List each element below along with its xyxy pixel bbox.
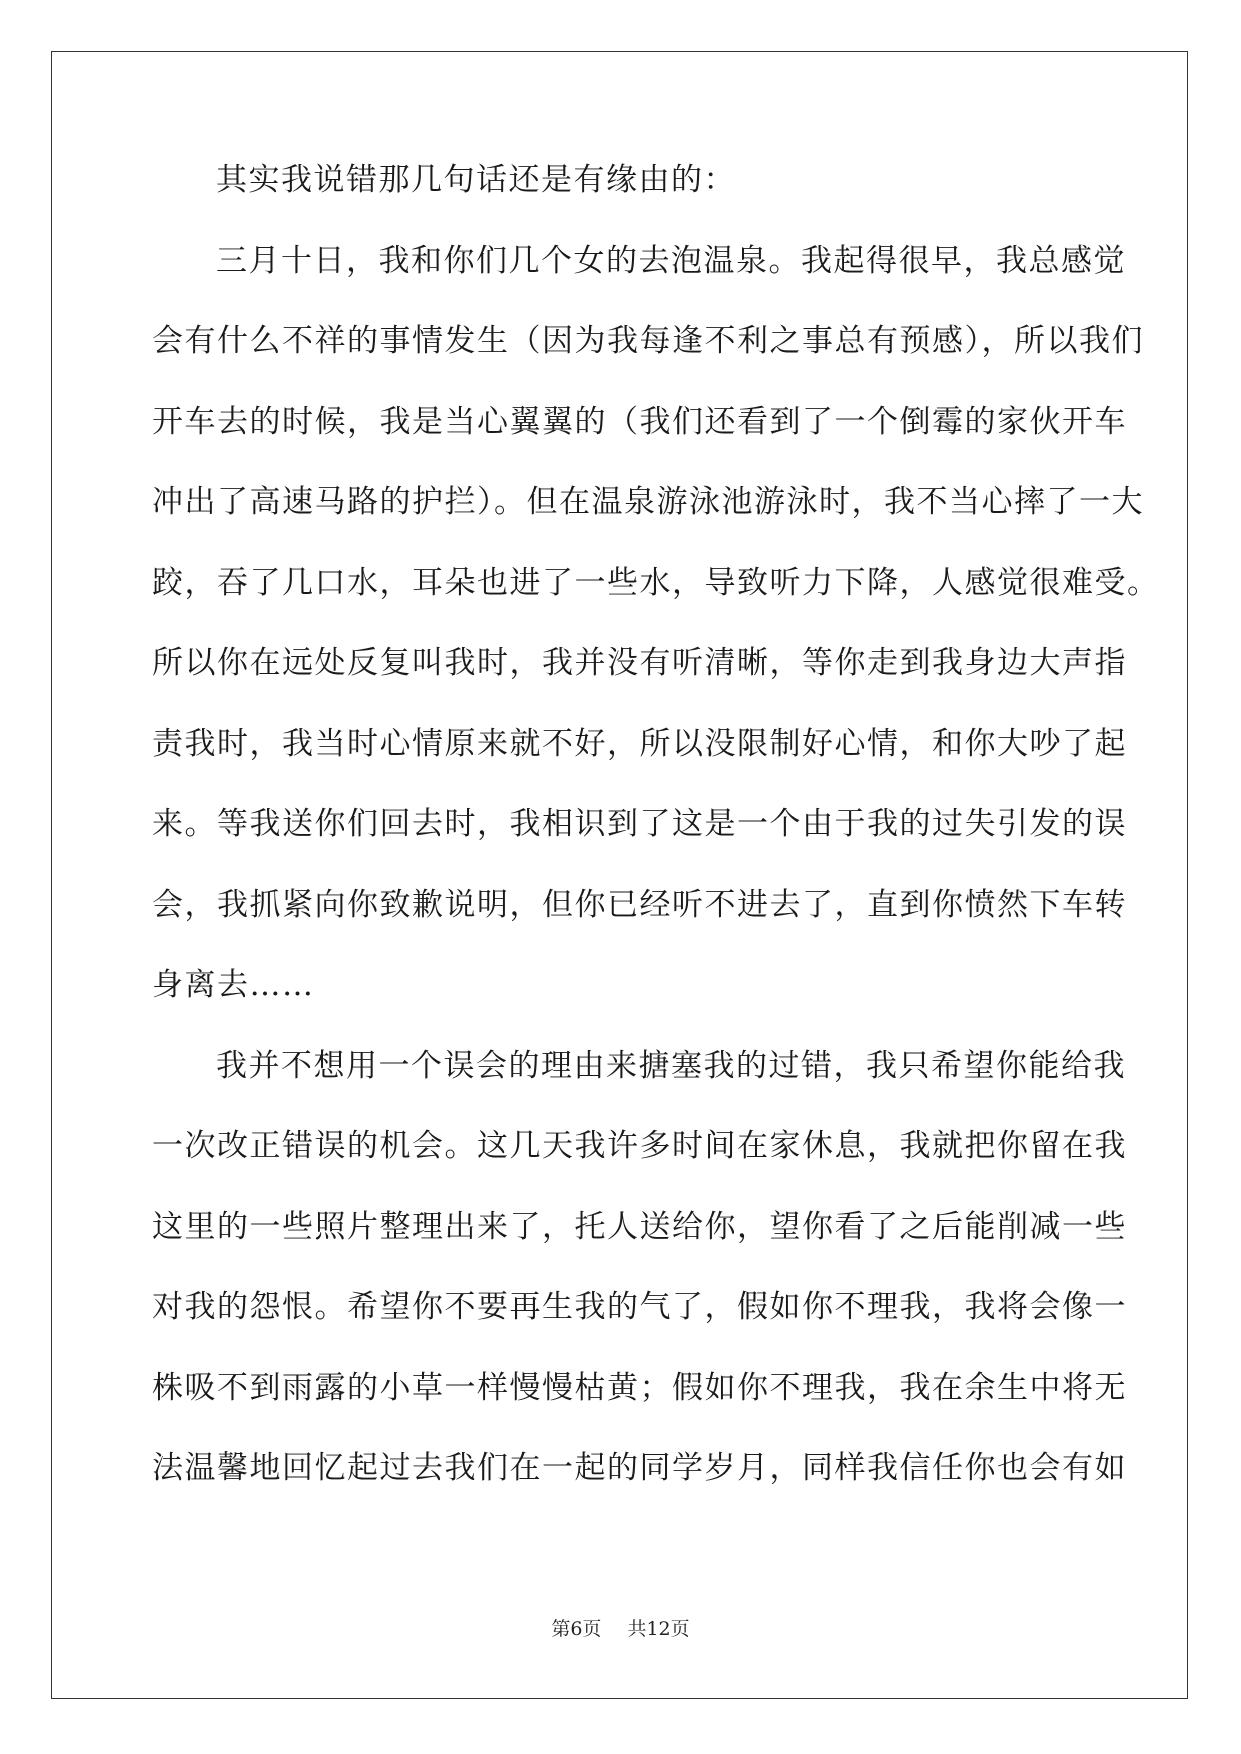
paragraph-line: 所以你在远处反复叫我时，我并没有听清晰，等你走到我身边大声指 bbox=[152, 645, 1127, 681]
paragraph-line: 来。等我送你们回去时，我相识到了这是一个由于我的过失引发的误 bbox=[152, 806, 1127, 842]
paragraph-line: 跤，吞了几口水，耳朵也进了一些水，导致听力下降，人感觉很难受。 bbox=[152, 564, 1160, 601]
paragraph-line: 身离去…… bbox=[152, 967, 315, 1003]
paragraph-line: 法温馨地回忆起过去我们在一起的同学岁月，同样我信任你也会有如 bbox=[152, 1450, 1127, 1486]
page-footer bbox=[0, 1614, 1241, 1641]
paragraph-line: 冲出了高速马路的护拦）。但在温泉游泳池游泳时，我不当心摔了一大 bbox=[152, 484, 1144, 520]
paragraph-line: 对我的怨恨。希望你不要再生我的气了，假如你不理我，我将会像一 bbox=[152, 1289, 1127, 1325]
paragraph-line: 会，我抓紧向你致歉说明，但你已经听不进去了，直到你愤然下车转 bbox=[152, 886, 1127, 923]
paragraph-line: 其实我说错那几句话还是有缘由的： bbox=[216, 162, 736, 198]
paragraph-line: 株吸不到雨露的小草一样慢慢枯黄；假如你不理我，我在余生中将无 bbox=[152, 1369, 1127, 1406]
paragraph-line: 开车去的时候，我是当心翼翼的（我们还看到了一个倒霉的家伙开车 bbox=[152, 403, 1127, 440]
paragraph-line: 会有什么不祥的事情发生（因为我每逢不利之事总有预感），所以我们 bbox=[152, 323, 1144, 359]
paragraph-line: 我并不想用一个误会的理由来搪塞我的过错，我只希望你能给我 bbox=[216, 1047, 1126, 1084]
paragraph-line: 这里的一些照片整理出来了，托人送给你，望你看了之后能削减一些 bbox=[152, 1208, 1127, 1245]
page-number-current: 第6页 bbox=[551, 1618, 602, 1640]
page-number-total: 共12页 bbox=[627, 1618, 690, 1640]
document-body bbox=[152, 160, 1160, 1529]
paragraph-line: 三月十日，我和你们几个女的去泡温泉。我起得很早，我总感觉 bbox=[216, 242, 1126, 279]
paragraph-line: 一次改正错误的机会。这几天我许多时间在家休息，我就把你留在我 bbox=[152, 1128, 1127, 1164]
paragraph-line: 责我时，我当时心情原来就不好，所以没限制好心情，和你大吵了起 bbox=[152, 725, 1127, 762]
